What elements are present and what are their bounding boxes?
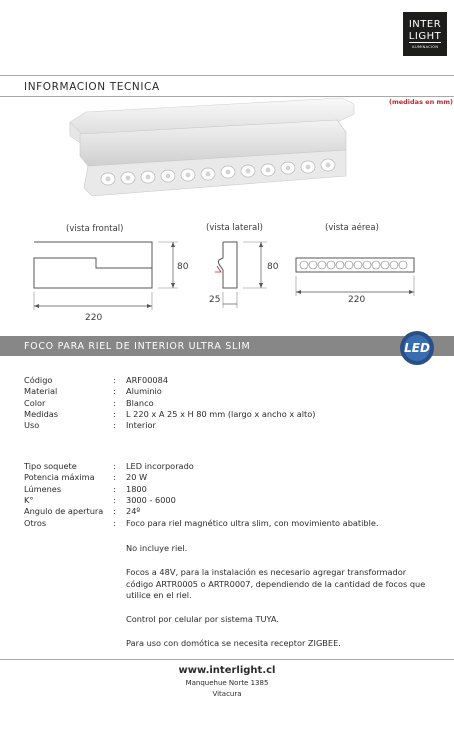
header-divider [0, 75, 454, 76]
note-tuya: Control por celular por sistema TUYA. [126, 614, 279, 624]
spec-sep: : [113, 472, 116, 483]
spec-key: Uso [24, 420, 40, 431]
spec-sep: : [113, 420, 116, 431]
spec-value: ARF00084 [126, 375, 169, 385]
spec-sep: : [113, 461, 116, 471]
product-title: FOCO PARA RIEL DE INTERIOR ULTRA SLIM [24, 341, 251, 352]
spec-key: Medidas [24, 408, 59, 419]
footer-address-2: Vitacura [212, 690, 242, 698]
spec-key: Potencia máxima [24, 472, 95, 483]
logo-line2: LIGHT [408, 31, 442, 42]
side-width-dim: 25 [209, 295, 221, 305]
spec-key: Tipo soquete [24, 461, 77, 471]
top-view-label: (vista aérea) [325, 223, 379, 233]
spec-key: K° [24, 494, 34, 505]
brand-logo [403, 12, 447, 56]
spec-sep: : [113, 483, 116, 494]
footer-divider [0, 659, 454, 660]
side-height-dim: 80 [267, 262, 279, 272]
spec-value: LED incorporado [126, 461, 194, 471]
note-zigbee: Para uso con domótica se necesita receptor ZIGBEE. [126, 638, 341, 648]
logo-line3: ILUMINACION [411, 45, 439, 49]
spec-value: Blanco [126, 397, 154, 408]
spec-sep: : [113, 494, 116, 505]
spec-value: Aluminio [126, 386, 162, 397]
section-title: INFORMACION TECNICA [24, 81, 160, 93]
spec-value: Foco para riel magnético ultra slim, con movimiento abatible. [126, 517, 379, 528]
spec-value: L 220 x A 25 x H 80 mm (largo x ancho x alto) [126, 408, 316, 419]
spec-sep: : [113, 408, 116, 419]
product-image [62, 92, 362, 198]
front-length-dim: 220 [85, 313, 103, 323]
spec-key: Angulo de apertura [24, 506, 104, 517]
logo-line1: INTER [408, 19, 442, 30]
spec-sep: : [113, 397, 116, 408]
units-note: (medidas en mm) [389, 98, 454, 106]
front-view-label: (vista frontal) [66, 224, 124, 234]
footer-address-1: Manquehue Norte 1385 [185, 679, 269, 687]
note-no-rail: No incluye riel. [126, 543, 188, 553]
note-transformer: Focos a 48V, para la instalación es necesario agregar transformador código ARTR0005 o ARTR0007, dependiendo de la cantidad de focos que utilice en el riel. [126, 567, 426, 600]
spec-sep: : [113, 386, 116, 397]
spec-key: Código [24, 375, 53, 385]
spec-key: Color [24, 397, 46, 408]
spec-sep: : [113, 375, 116, 385]
front-height-dim: 80 [177, 262, 189, 272]
spec-value: 1800 [126, 483, 147, 494]
spec-value: 3000 - 6000 [126, 494, 176, 505]
spec-value: Interior [126, 420, 156, 431]
spec-key: Lúmenes [24, 483, 62, 494]
spec-sep: : [113, 517, 116, 528]
side-view-label: (vista lateral) [206, 223, 263, 233]
spec-value: 20 W [126, 472, 148, 483]
logo-divider [409, 42, 441, 43]
footer-url[interactable]: www.interlight.cl [178, 665, 276, 676]
spec-key: Otros [24, 517, 47, 528]
front-view-drawing [26, 236, 189, 316]
spec-key: Material [24, 386, 58, 397]
spec-value: 24º [126, 506, 141, 517]
spec-sep: : [113, 506, 116, 517]
led-badge-label: LED [404, 341, 430, 355]
top-length-dim: 220 [348, 295, 366, 305]
